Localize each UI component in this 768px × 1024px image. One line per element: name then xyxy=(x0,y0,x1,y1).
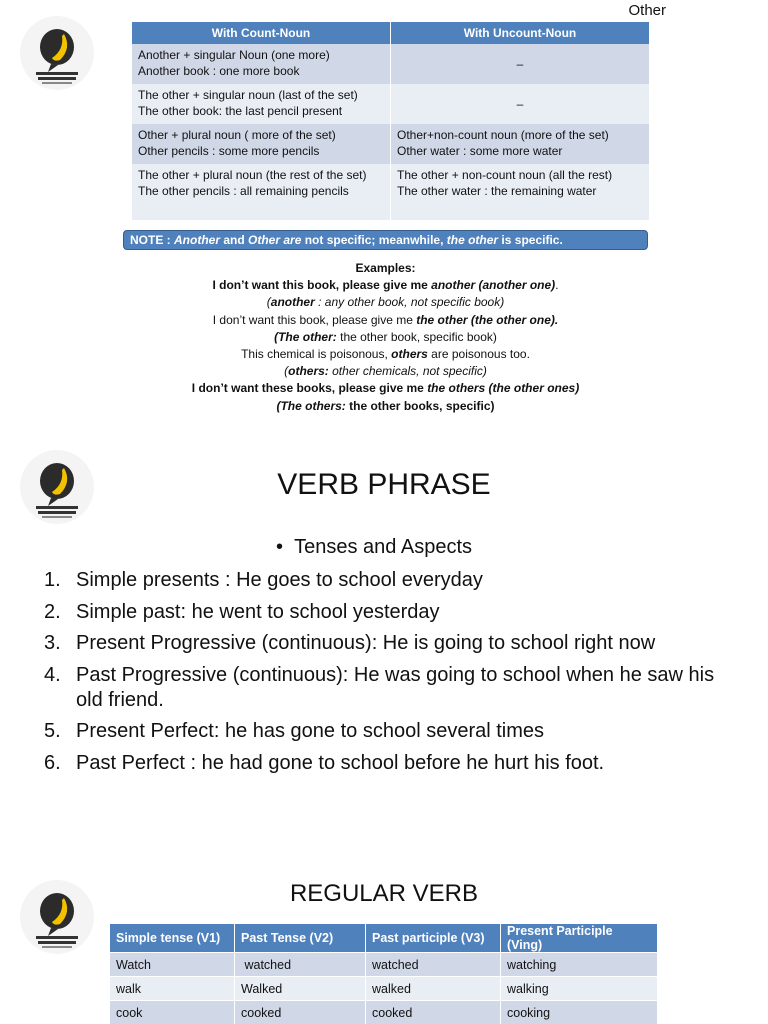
table-row xyxy=(132,164,650,220)
table-cell: – xyxy=(391,84,650,124)
table-cell: walking xyxy=(501,977,658,1001)
regular-verb-table xyxy=(110,924,658,1024)
table-cell: Walked xyxy=(235,977,366,1001)
table-cell: – xyxy=(391,44,650,84)
slide-verb-phrase xyxy=(0,440,768,800)
column-header: Simple tense (V1) xyxy=(110,924,235,953)
other-usage-table xyxy=(132,22,650,220)
note-text: not specific; meanwhile, xyxy=(301,233,447,247)
slide-other xyxy=(0,0,768,430)
tense-list xyxy=(44,568,744,782)
column-header: Past Tense (V2) xyxy=(235,924,366,953)
note-text: is specific. xyxy=(498,233,563,247)
example-gloss: (others: other chemicals, not specific) xyxy=(284,364,487,379)
slide-title-other: Other xyxy=(628,2,666,19)
column-header: Present Participle (Ving) xyxy=(501,924,658,953)
list-item: 6. Past Perfect : he had gone to school before he hurt his foot. xyxy=(44,751,605,774)
example-line: This chemical is poisonous, others are poisonous too. xyxy=(241,347,530,362)
table-row xyxy=(110,977,658,1001)
table-cell: The other + singular noun (last of the set) The other book: the last pencil present xyxy=(132,84,391,124)
logo xyxy=(18,14,96,92)
examples-block xyxy=(123,260,648,415)
table-row xyxy=(110,1001,658,1024)
table-cell: Watch xyxy=(110,953,235,977)
table-row xyxy=(110,953,658,977)
bullet-icon: • xyxy=(276,536,295,558)
list-item: 2. Simple past: he went to school yesterday xyxy=(44,600,440,623)
list-item: 4. Past Progressive (continuous): He was going to school when he saw his old friend. xyxy=(44,663,715,711)
table-cell: walk xyxy=(110,977,235,1001)
slide-title: VERB PHRASE xyxy=(277,468,491,501)
column-header: Past participle (V3) xyxy=(366,924,501,953)
table-cell: cooked xyxy=(366,1001,501,1024)
table-cell: The other + non-count noun (all the rest) The other water : the remaining water xyxy=(391,164,650,220)
example-line: I don’t want this book, please give me another (another one). xyxy=(212,278,559,293)
note-box xyxy=(123,230,648,250)
table-cell: cook xyxy=(110,1001,235,1024)
table-row xyxy=(132,84,650,124)
list-item: 1. Simple presents : He goes to school everyday xyxy=(44,569,483,591)
table-row xyxy=(132,44,650,84)
example-gloss: (The others: the other books, specific) xyxy=(276,398,495,413)
table-cell: watched xyxy=(366,953,501,977)
table-row xyxy=(132,124,650,164)
note-term: Other are xyxy=(248,233,302,247)
note-term: the other xyxy=(446,233,499,247)
slide-regular-verb xyxy=(0,870,768,1024)
list-item: 5. Present Perfect: he has gone to school several times xyxy=(44,720,545,742)
example-gloss: (The other: the other book, specific book) xyxy=(274,329,497,344)
table-cell: watching xyxy=(501,953,658,977)
table-cell: walked xyxy=(366,977,501,1001)
bullet-heading: • Tenses and Aspects xyxy=(276,536,473,558)
table-cell: Other+non-count noun (more of the set) Other water : some more water xyxy=(391,124,650,164)
table-cell: Another + singular Noun (one more) Another book : one more book xyxy=(132,44,391,84)
note-text: and xyxy=(220,233,249,247)
list-item: 3. Present Progressive (continuous): He is going to school right now xyxy=(44,632,656,654)
examples-heading: Examples: xyxy=(355,261,416,275)
note-label: NOTE : xyxy=(130,233,174,247)
djeziknesia-logo-icon xyxy=(18,14,96,92)
table-cell: watched xyxy=(235,953,366,977)
column-header: With Count-Noun xyxy=(132,22,391,44)
example-line: I don’t want this book, please give me the other (the other one). xyxy=(212,312,559,327)
table-cell: cooked xyxy=(235,1001,366,1024)
slide-title: REGULAR VERB xyxy=(289,880,479,907)
table-cell: The other + plural noun (the rest of the set) The other pencils : all remaining pencils xyxy=(132,164,391,220)
table-cell: cooking xyxy=(501,1001,658,1024)
example-gloss: (another : any other book, not specific book) xyxy=(266,295,505,310)
example-line: I don’t want these books, please give me the others (the other ones) xyxy=(191,381,580,396)
note-term: Another xyxy=(174,233,220,247)
column-header: With Uncount-Noun xyxy=(391,22,650,44)
table-cell: Other + plural noun ( more of the set) Other pencils : some more pencils xyxy=(132,124,391,164)
